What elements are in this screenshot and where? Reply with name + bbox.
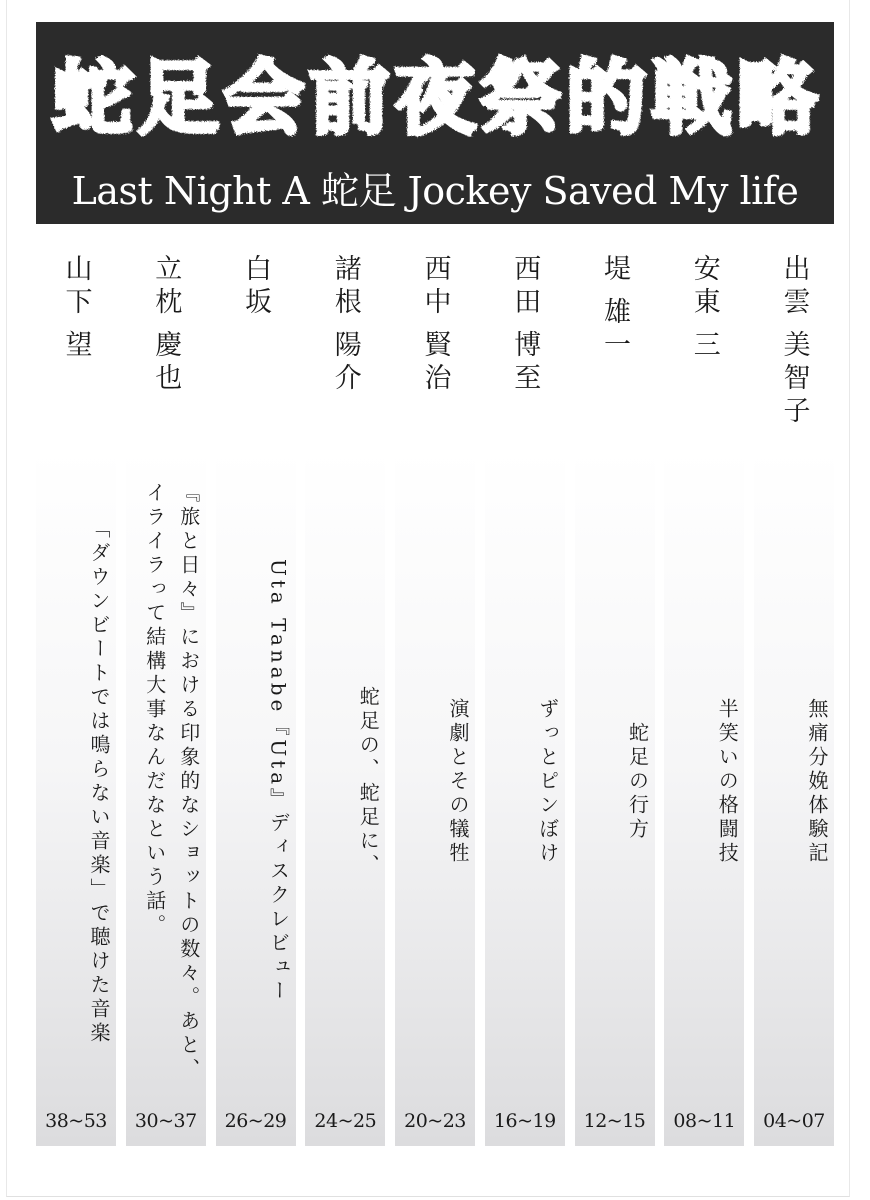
author-name <box>36 254 116 444</box>
logo-glyph: 足 <box>138 52 219 145</box>
author-family-name: 安東 <box>688 254 720 320</box>
article-strip <box>305 450 385 1146</box>
header-banner <box>36 22 834 224</box>
article-strip <box>126 450 206 1146</box>
toc-entry[interactable] <box>395 254 475 1146</box>
author-given-name: 博至 <box>509 330 541 396</box>
author-name <box>126 254 206 444</box>
author-given-name: 雄一 <box>599 297 630 363</box>
article-strip <box>485 450 565 1146</box>
page-range: 04~07 <box>763 1110 825 1132</box>
article-strip <box>575 450 655 1146</box>
logo-glyph: 前 <box>309 52 390 145</box>
logo-glyph: 的 <box>566 52 647 145</box>
author-given-name: 賢治 <box>419 330 451 396</box>
article-title: ずっとピンぼけ <box>535 698 560 866</box>
author-family-name: 西中 <box>419 254 451 320</box>
article-strip <box>36 450 116 1146</box>
author-given-name: 美智子 <box>778 330 810 429</box>
article-strip <box>216 450 296 1146</box>
article-title: 『旅と日々』における印象的なショットの数々。あと、イライラって結構大事なんだなという話。 <box>142 482 201 1082</box>
page-range: 38~53 <box>45 1110 107 1132</box>
author-given-name: 慶也 <box>150 330 182 396</box>
article-title: Uta Tanabe『Uta』ディスクレビュー <box>266 559 291 1005</box>
author-family-name: 堤 <box>599 254 630 287</box>
author-family-name: 山下 <box>60 254 92 320</box>
page-range: 12~15 <box>583 1110 646 1132</box>
page-range: 20~23 <box>404 1110 466 1132</box>
toc-entry[interactable] <box>485 254 565 1146</box>
author-name <box>664 254 744 444</box>
logo-glyph: 略 <box>737 52 818 145</box>
article-title: 「ダウンビートでは鳴らない音楽」で聴けた音楽 <box>87 518 111 1046</box>
article-title: 蛇足の行方 <box>625 722 650 842</box>
page-range: 30~37 <box>134 1110 197 1132</box>
article-strip <box>395 450 475 1146</box>
toc-entry[interactable] <box>754 254 834 1146</box>
subtitle: Last Night A 蛇足 Jockey Saved My life <box>71 169 799 213</box>
article-strip <box>664 450 744 1146</box>
page-range: 08~11 <box>673 1110 736 1132</box>
logo-glyph: 戦 <box>651 52 732 145</box>
page-range: 26~29 <box>224 1110 287 1132</box>
logo-glyph: 会 <box>223 52 304 145</box>
author-name <box>575 254 655 444</box>
author-given-name: 三 <box>688 330 720 363</box>
toc-entry[interactable] <box>126 254 206 1146</box>
article-title: 半笑いの格闘技 <box>715 698 740 866</box>
author-family-name: 立枕 <box>150 254 182 320</box>
logo-title <box>50 42 820 146</box>
page-range: 24~25 <box>314 1110 377 1132</box>
author-given-name: 陽介 <box>329 330 361 396</box>
author-family-name: 西田 <box>509 254 541 320</box>
toc-entry[interactable] <box>36 254 116 1146</box>
page-range: 16~19 <box>493 1110 556 1132</box>
logo-glyph: 夜 <box>395 52 475 145</box>
author-family-name: 諸根 <box>329 254 361 320</box>
article-strip <box>754 450 834 1146</box>
author-family-name: 出雲 <box>778 254 810 320</box>
article-title: 演劇とその犠牲 <box>446 698 470 866</box>
author-name <box>395 254 475 444</box>
toc-entry[interactable] <box>216 254 296 1146</box>
article-title: 蛇足の、蛇足に、 <box>356 686 381 878</box>
article-title: 無痛分娩体験記 <box>805 698 829 866</box>
toc-entry[interactable] <box>575 254 655 1146</box>
author-name <box>754 254 834 444</box>
author-family-name: 白坂 <box>240 254 271 320</box>
table-of-contents <box>36 254 834 1146</box>
toc-entry[interactable] <box>664 254 744 1146</box>
toc-entry[interactable] <box>305 254 385 1146</box>
author-name <box>305 254 385 444</box>
logo-glyph: 蛇 <box>52 52 133 145</box>
author-name <box>216 254 296 444</box>
logo-glyph: 祭 <box>480 52 561 145</box>
author-name <box>485 254 565 444</box>
author-given-name: 望 <box>60 330 92 363</box>
